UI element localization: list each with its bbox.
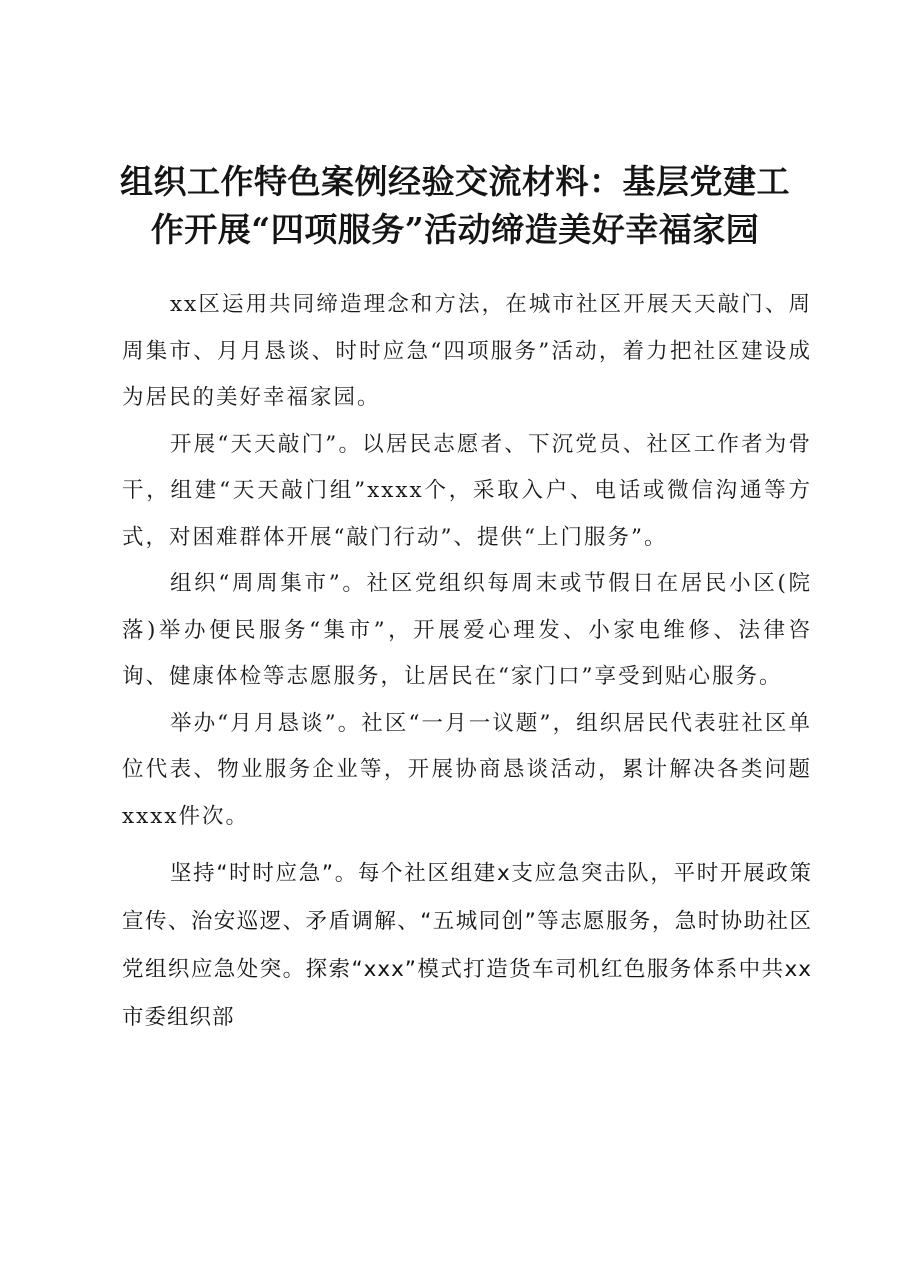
paragraph-daily-door-knocking: 开展“天天敲门”。以居民志愿者、下沉党员、社区工作者为骨干，组建“天天敲门组”xxxx个，采取入户、电话或微信沟通等方式，对困难群体开展“敲门行动”、提供“上门服务”。 — [122, 431, 812, 550]
title-line-1: 组织工作特色案例经验交流材料：基层党建工 — [120, 162, 790, 201]
paragraph-intro: xx区运用共同缔造理念和方法，在城市社区开展天天敲门、周周集市、月月恳谈、时时应急“四项服务”活动，着力把社区建设成为居民的美好幸福家园。 — [122, 292, 812, 410]
document-body — [122, 282, 812, 1042]
paragraph-monthly-talks: 举办“月月恳谈”。社区“一月一议题”，组织居民代表驻社区单位代表、物业服务企业等，开展协商恳谈活动，累计解决各类问题xxxx件次。 — [122, 710, 812, 829]
paragraph-weekly-market: 组织“周周集市”。社区党组织每周末或节假日在居民小区(院落)举办便民服务“集市”，开展爱心理发、小家电维修、法律咨询、健康体检等志愿服务，让居民在“家门口”享受到贴心服务。 — [122, 571, 812, 689]
document-title — [110, 158, 800, 254]
title-line-2: 作开展“四项服务”活动缔造美好幸福家园 — [150, 210, 760, 249]
paragraph-emergency-response: 坚持“时时应急”。每个社区组建x支应急突击队，平时开展政策宣传、治安巡逻、矛盾调解、“五城同创”等志愿服务，急时协助社区党组织应急处突。探索“xxx”模式打造货车司机红色服务体系中共xx市委组织部 — [122, 861, 812, 1030]
